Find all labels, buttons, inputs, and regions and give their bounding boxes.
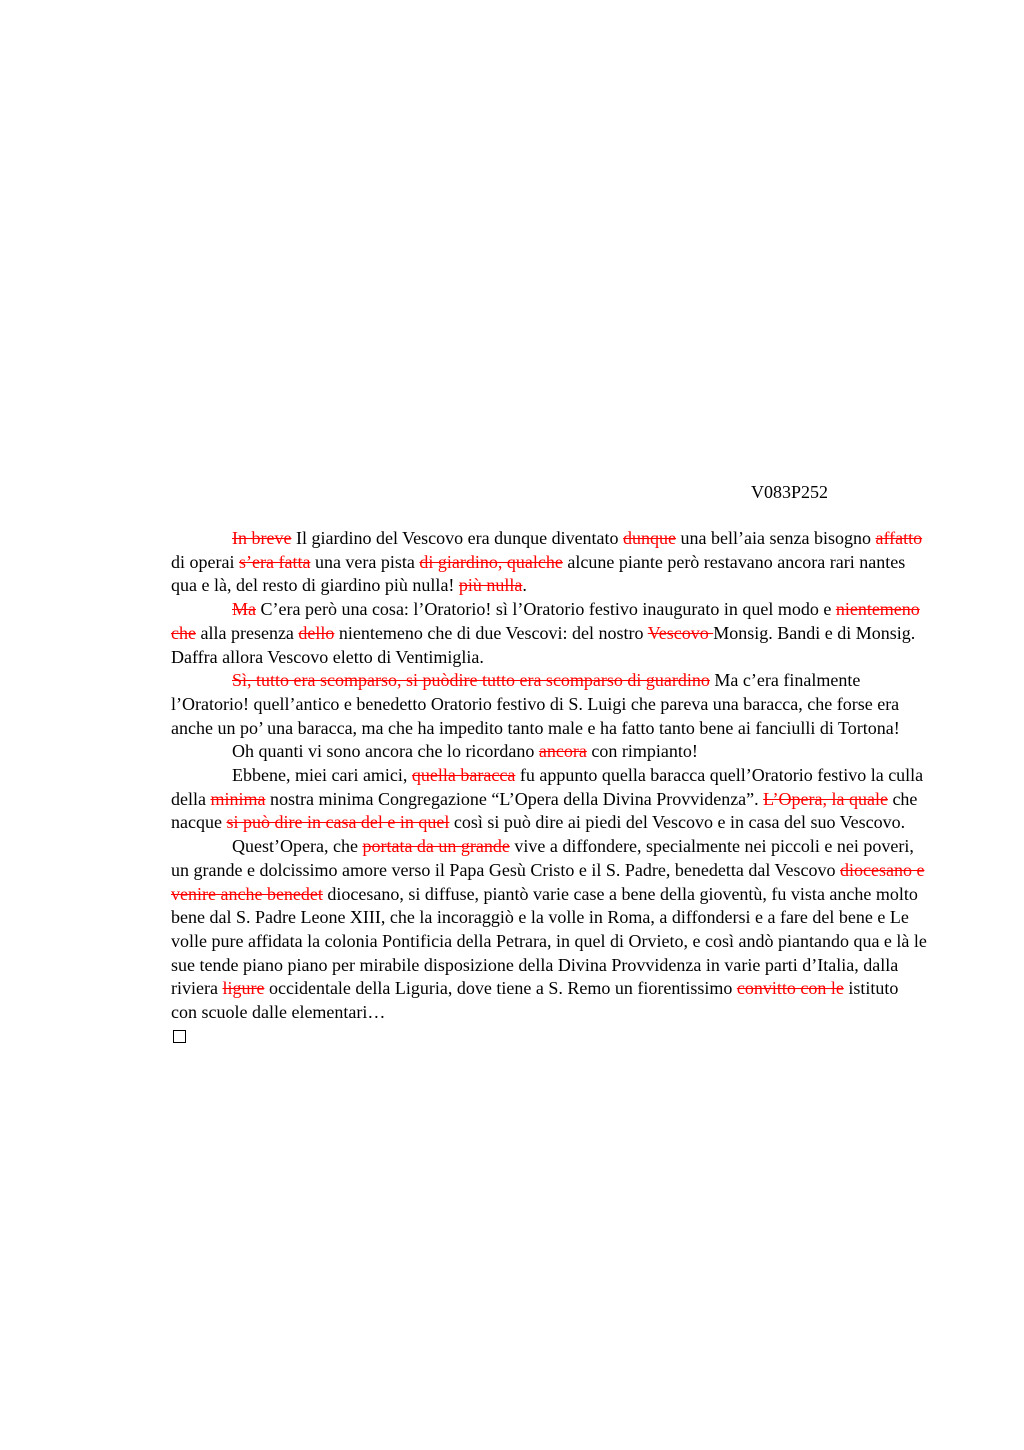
deleted-text: quella baracca	[411, 765, 516, 786]
deleted-text: L’Opera, la quale	[763, 788, 888, 809]
paragraph	[171, 669, 927, 740]
page-id-label: V083P252	[751, 482, 829, 502]
deleted-text: s’era fatta	[238, 551, 311, 572]
text-run: .	[522, 575, 527, 596]
end-marker-line	[171, 1025, 927, 1049]
document-body	[171, 527, 927, 1048]
text-run: C’era però una cosa: l’Oratorio! sì l’Oratorio festivo inaugurato in quel modo e	[256, 599, 836, 620]
deleted-text: si può dire in casa del e in quel	[226, 812, 450, 833]
text-run: Quest’Opera, che	[232, 836, 363, 857]
text-run: così si può dire ai piedi del Vescovo e in casa del suo Vescovo.	[449, 812, 906, 833]
paragraph	[171, 598, 927, 669]
deleted-text: più nulla	[458, 575, 523, 596]
deleted-text: dello	[298, 622, 335, 643]
text-run: Il giardino del Vescovo era dunque diventato	[291, 528, 624, 548]
text-run: una vera pista	[310, 551, 420, 572]
text-run: Ebbene, miei cari amici,	[232, 765, 412, 786]
deleted-text: nientemeno che	[171, 599, 920, 643]
text-run: nientemeno che di due Vescovi: del nostro	[334, 622, 648, 643]
text-run: vive a diffondere, specialmente nei piccoli e nei poveri, un grande e dolcissimo amore verso il Papa Gesù Cristo e il S. Padre, benedetta dal Vescovo	[171, 836, 914, 880]
paragraph	[171, 740, 927, 764]
text-run: nostra minima Congregazione “L’Opera della Divina Provvidenza”.	[265, 788, 764, 809]
paragraph	[171, 764, 927, 835]
text-run: con rimpianto!	[586, 741, 698, 762]
deleted-text: Vescovo	[647, 622, 714, 643]
text-run: Monsig. Bandi e di Monsig. Daffra allora Vescovo eletto di Ventimiglia.	[171, 622, 916, 667]
deleted-text: ligure	[222, 978, 265, 999]
text-run: alcune piante però restavano ancora rari nantes qua e là, del resto di giardino più nulla!	[171, 551, 906, 596]
text-run: diocesano, si diffuse, piantò varie case a bene della gioventù, fu vista anche molto bene dal S. Padre Leone XIII, che la incoraggiò e la volle in Roma, a diffondersi e a fare del bene e Le volle pure affidata la colonia Pontificia della Petrara, in quel di Orvieto, e così andò piantando qua e là le sue tende piano piano per mirabile disposizione della Divina Provvidenza in varie parti d’Italia, dalla riviera	[171, 883, 927, 999]
paragraph	[171, 527, 927, 598]
text-run: Ma c’era finalmente l’Oratorio! quell’antico e benedetto Oratorio festivo di S. Luigi che pareva una baracca, che forse era anche un po’ una baracca, ma che ha impedito tanto male e ha fatto tanto bene ai fanciulli di Tortona!	[171, 670, 900, 738]
deleted-text: diocesano e venire anche benedet	[171, 859, 925, 904]
text-run: alla presenza	[195, 622, 299, 643]
text-run: Oh quanti vi sono ancora che lo ricordano	[232, 741, 539, 762]
deleted-text: Sì, tutto era scomparso, si puòdire tutto era scomparso di guardino	[232, 670, 710, 691]
deleted-text: minima	[210, 788, 266, 809]
deleted-text: convitto con le	[736, 978, 844, 999]
text-run: occidentale della Liguria, dove tiene a S. Remo un fiorentissimo	[264, 978, 737, 999]
text-run: fu appunto quella baracca quell’Oratorio festivo la culla della	[171, 765, 924, 809]
paragraph	[171, 835, 927, 1025]
deleted-text: di giardino, qualche	[419, 551, 563, 572]
deleted-text: In breve	[232, 528, 292, 548]
text-run: istituto con scuole dalle elementari…	[171, 978, 899, 1023]
text-run: che nacque	[171, 788, 918, 833]
deleted-text: ancora	[538, 741, 587, 762]
deleted-text: affatto	[875, 528, 923, 548]
text-run: una bell’aia senza bisogno	[676, 528, 876, 548]
text-run: di operai	[171, 551, 239, 572]
empty-square-icon	[173, 1030, 186, 1043]
deleted-text: portata da un grande	[362, 836, 510, 857]
deleted-text: Ma	[232, 599, 256, 620]
deleted-text: dunque	[623, 528, 677, 548]
